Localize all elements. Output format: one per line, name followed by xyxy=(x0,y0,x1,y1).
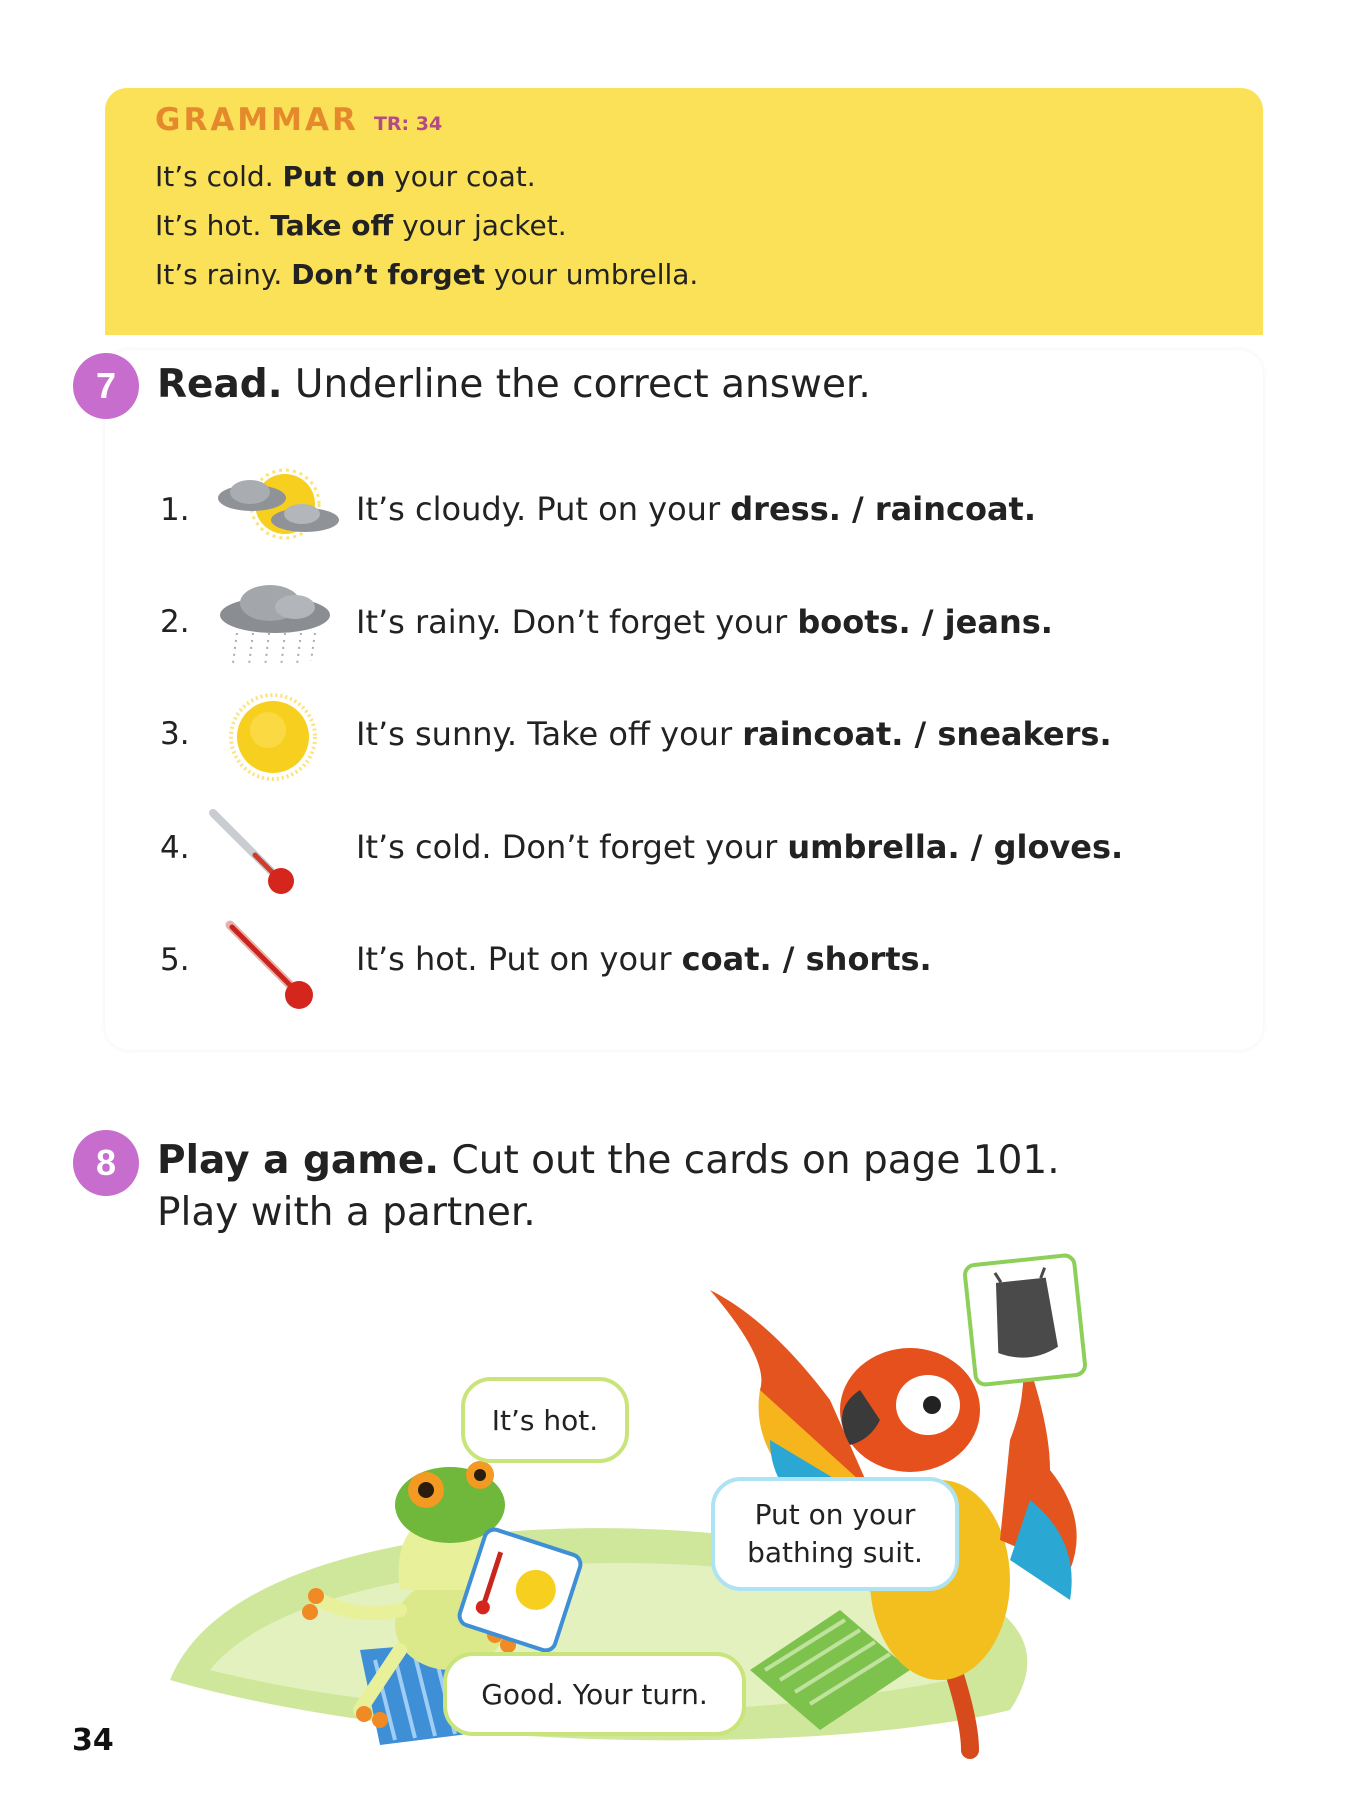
item-1-option-b[interactable]: raincoat. xyxy=(874,490,1036,528)
grammar-line-start: It’s cold. xyxy=(155,160,283,193)
item-3-option-b[interactable]: sneakers. xyxy=(937,715,1112,753)
grammar-title: GRAMMAR xyxy=(155,102,359,138)
exercise-7-verb: Read. xyxy=(157,362,283,407)
option-separator: / xyxy=(959,828,994,866)
exercise-8-instruction-line2: Play with a partner. xyxy=(157,1190,536,1235)
grammar-phrase: Put on xyxy=(282,160,386,193)
exercise-7-instruction xyxy=(157,362,871,407)
item-5-option-a[interactable]: coat. xyxy=(681,940,772,978)
rain-cloud-icon xyxy=(215,575,335,670)
grammar-line-end: your jacket. xyxy=(393,209,567,242)
item-4-number: 4. xyxy=(160,830,190,866)
grammar-header xyxy=(155,102,442,138)
item-1-prompt: It’s cloudy. Put on your xyxy=(356,490,731,528)
grammar-line-start: It’s hot. xyxy=(155,209,271,242)
item-5-number: 5. xyxy=(160,942,190,978)
exercise-8-verb: Play a game. xyxy=(157,1138,440,1183)
grammar-phrase: Don’t forget xyxy=(291,258,486,291)
item-5-sentence xyxy=(356,940,932,978)
parrot-speech-bubble: Put on your bathing suit. xyxy=(711,1477,959,1591)
item-3-number: 3. xyxy=(160,716,190,752)
exercise-8-instruction xyxy=(157,1138,1060,1183)
grammar-phrase: Take off xyxy=(270,209,394,242)
exercise-8-number: 8 xyxy=(73,1130,139,1196)
grammar-line xyxy=(155,209,567,242)
frog-speech-bubble: It’s hot. xyxy=(461,1377,629,1463)
sun-icon xyxy=(228,692,318,782)
item-1-option-a[interactable]: dress. xyxy=(730,490,841,528)
cold-thermometer-icon xyxy=(205,805,305,900)
item-3-prompt: It’s sunny. Take off your xyxy=(356,715,743,753)
option-separator: / xyxy=(903,715,938,753)
item-2-number: 2. xyxy=(160,604,190,640)
option-separator: / xyxy=(910,603,945,641)
grammar-line-start: It’s rainy. xyxy=(155,258,292,291)
bathing-suit-card-icon xyxy=(964,1255,1086,1386)
exercise-7-text: Underline the correct answer. xyxy=(282,362,871,407)
frog-reply-bubble: Good. Your turn. xyxy=(443,1652,746,1736)
grammar-box xyxy=(105,88,1263,335)
item-1-sentence xyxy=(356,490,1036,528)
item-2-prompt: It’s rainy. Don’t forget your xyxy=(356,603,798,641)
option-separator: / xyxy=(840,490,875,528)
item-4-option-a[interactable]: umbrella. xyxy=(787,828,960,866)
grammar-line xyxy=(155,160,536,193)
hot-thermometer-icon xyxy=(220,915,320,1015)
item-4-sentence xyxy=(356,828,1123,866)
option-separator: / xyxy=(771,940,806,978)
grammar-line xyxy=(155,258,698,291)
partly-cloudy-icon xyxy=(210,462,345,552)
item-2-sentence xyxy=(356,603,1053,641)
item-5-option-b[interactable]: shorts. xyxy=(805,940,932,978)
item-2-option-b[interactable]: jeans. xyxy=(944,603,1053,641)
track-number: TR: 34 xyxy=(373,113,443,135)
item-1-number: 1. xyxy=(160,492,190,528)
item-2-option-a[interactable]: boots. xyxy=(797,603,911,641)
exercise-8-text: Cut out the cards on page 101. xyxy=(439,1138,1060,1183)
item-4-option-b[interactable]: gloves. xyxy=(993,828,1124,866)
item-4-prompt: It’s cold. Don’t forget your xyxy=(356,828,788,866)
grammar-line-end: your coat. xyxy=(385,160,536,193)
item-3-option-a[interactable]: raincoat. xyxy=(742,715,904,753)
grammar-line-end: your umbrella. xyxy=(485,258,699,291)
item-5-prompt: It’s hot. Put on your xyxy=(356,940,682,978)
item-3-sentence xyxy=(356,715,1112,753)
exercise-7-number: 7 xyxy=(73,353,139,419)
page-number: 34 xyxy=(72,1723,114,1758)
